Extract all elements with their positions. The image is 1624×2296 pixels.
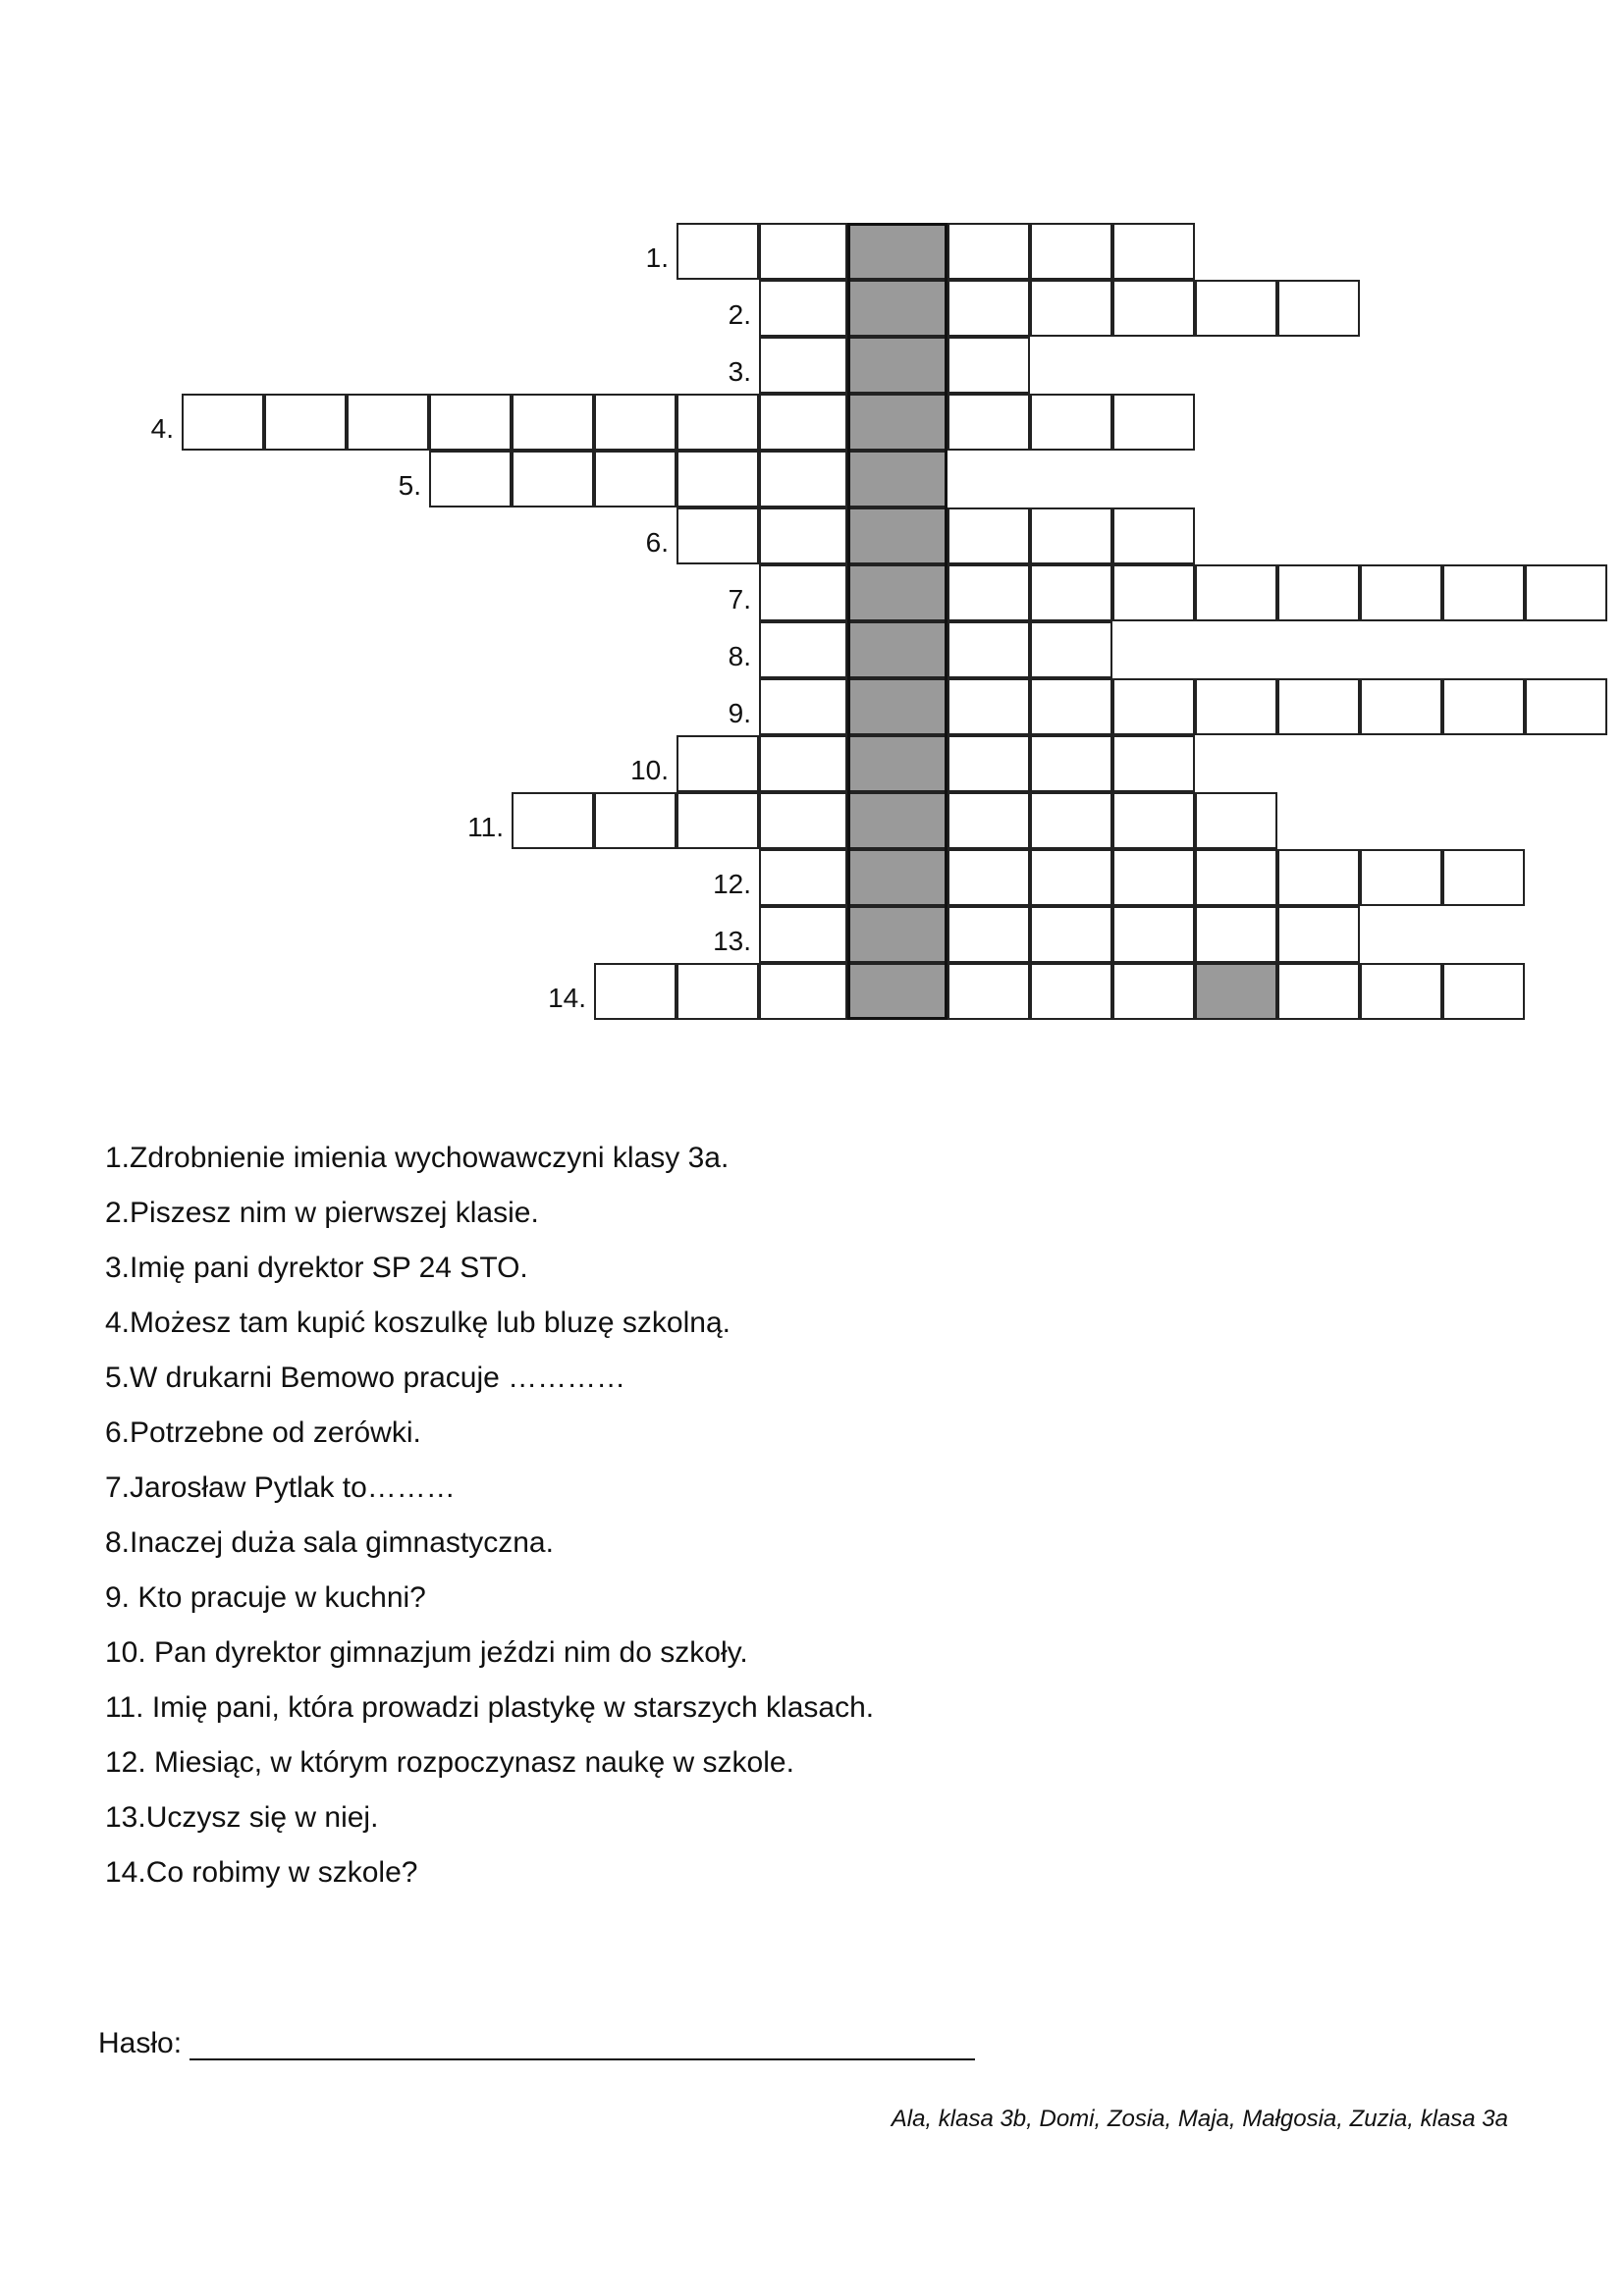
crossword-number: 14. [548,983,586,1013]
crossword-cell[interactable] [1195,792,1277,849]
crossword-cell[interactable] [1195,963,1277,1020]
crossword-cell[interactable] [847,906,947,963]
crossword-cell[interactable] [759,678,847,735]
clue-10: 10. Pan dyrektor gimnazjum jeździ nim do szkoły. [105,1636,748,1669]
crossword-cell[interactable] [759,337,847,394]
clue-8: 8.Inaczej duża sala gimnastyczna. [105,1526,554,1559]
crossword-cell[interactable] [1442,678,1525,735]
crossword-cell[interactable] [182,394,264,451]
crossword-number: 10. [630,755,669,785]
crossword-cell[interactable] [947,564,1030,621]
crossword-cell[interactable] [1112,564,1195,621]
crossword-cell[interactable] [594,394,677,451]
clue-5: 5.W drukarni Bemowo pracuje ………… [105,1362,626,1394]
crossword-cell[interactable] [847,507,947,564]
clue-2: 2.Piszesz nim w pierwszej klasie. [105,1197,539,1229]
clue-14: 14.Co robimy w szkole? [105,1856,418,1889]
crossword-cell[interactable] [1360,678,1442,735]
crossword-cell[interactable] [1277,906,1360,963]
crossword-cell[interactable] [1030,906,1112,963]
crossword-cell[interactable] [847,280,947,337]
crossword-cell[interactable] [677,963,759,1020]
crossword-cell[interactable] [759,792,847,849]
crossword-cell[interactable] [1277,564,1360,621]
clue-13: 13.Uczysz się w niej. [105,1801,379,1834]
crossword-cell[interactable] [847,394,947,451]
crossword-cell[interactable] [1195,280,1277,337]
clue-3: 3.Imię pani dyrektor SP 24 STO. [105,1252,528,1284]
crossword-cell[interactable] [1360,564,1442,621]
crossword-cell[interactable] [264,394,347,451]
crossword-cell[interactable] [847,451,947,507]
crossword-number: 3. [728,356,751,387]
crossword-cell[interactable] [1030,621,1112,678]
crossword-cell[interactable] [594,963,677,1020]
crossword-cell[interactable] [1195,678,1277,735]
crossword-cell[interactable] [594,451,677,507]
crossword-cell[interactable] [1525,564,1607,621]
crossword-cell[interactable] [947,621,1030,678]
crossword-cell[interactable] [1195,906,1277,963]
clue-list [105,1144,874,1913]
crossword-cell[interactable] [1030,280,1112,337]
crossword-cell[interactable] [1030,223,1112,280]
crossword-number: 12. [713,869,751,899]
authors-credit: Ala, klasa 3b, Domi, Zosia, Maja, Małgosia, Zuzia, klasa 3a [891,2106,1508,2132]
crossword-cell[interactable] [947,678,1030,735]
crossword-cell[interactable] [1112,223,1195,280]
crossword-cell[interactable] [947,906,1030,963]
crossword-cell[interactable] [677,394,759,451]
crossword-cell[interactable] [1442,963,1525,1020]
crossword-cell[interactable] [947,735,1030,792]
crossword-cell[interactable] [947,280,1030,337]
crossword-number: 6. [645,527,669,558]
crossword-cell[interactable] [1030,507,1112,564]
crossword-number: 1. [645,242,669,273]
clue-7: 7.Jarosław Pytlak to……… [105,1471,456,1504]
crossword-cell[interactable] [347,394,429,451]
crossword-cell[interactable] [429,451,512,507]
crossword-cell[interactable] [1442,849,1525,906]
crossword-cell[interactable] [947,394,1030,451]
crossword-number: 7. [728,584,751,614]
crossword-cell[interactable] [947,507,1030,564]
crossword-grid [0,0,1624,1080]
clue-4: 4.Możesz tam kupić koszulkę lub bluzę szkolną. [105,1307,731,1339]
password-answer-line[interactable] [189,2029,975,2060]
crossword-cell[interactable] [429,394,512,451]
crossword-cell[interactable] [677,735,759,792]
crossword-cell[interactable] [1112,792,1195,849]
crossword-cell[interactable] [1030,792,1112,849]
crossword-number: 13. [713,926,751,956]
crossword-cell[interactable] [1030,678,1112,735]
crossword-cell[interactable] [1360,963,1442,1020]
crossword-cell[interactable] [1112,678,1195,735]
crossword-cell[interactable] [677,792,759,849]
crossword-cell[interactable] [1442,564,1525,621]
crossword-cell[interactable] [1195,849,1277,906]
crossword-cell[interactable] [512,792,594,849]
crossword-cell[interactable] [759,280,847,337]
crossword-number: 2. [728,299,751,330]
crossword-cell[interactable] [1277,849,1360,906]
crossword-cell[interactable] [512,451,594,507]
crossword-number: 11. [467,812,504,842]
crossword-cell[interactable] [759,963,847,1020]
crossword-number: 5. [398,470,421,501]
crossword-cell[interactable] [1112,507,1195,564]
crossword-cell[interactable] [1112,906,1195,963]
crossword-cell[interactable] [1112,735,1195,792]
crossword-cell[interactable] [677,223,759,280]
crossword-cell[interactable] [947,792,1030,849]
clue-9: 9. Kto pracuje w kuchni? [105,1581,426,1614]
crossword-cell[interactable] [1277,280,1360,337]
crossword-number: 9. [728,698,751,728]
password-label: Hasło: [98,2027,183,2059]
crossword-cell[interactable] [759,564,847,621]
crossword-cell[interactable] [847,564,947,621]
crossword-cell[interactable] [1030,849,1112,906]
crossword-cell[interactable] [759,621,847,678]
crossword-cell[interactable] [1112,963,1195,1020]
crossword-cell[interactable] [1277,963,1360,1020]
crossword-cell[interactable] [759,906,847,963]
crossword-cell[interactable] [1030,963,1112,1020]
crossword-cell[interactable] [759,223,847,280]
crossword-cell[interactable] [847,849,947,906]
crossword-cell[interactable] [1525,678,1607,735]
crossword-cell[interactable] [759,507,847,564]
crossword-cell[interactable] [847,792,947,849]
crossword-cell[interactable] [1030,564,1112,621]
crossword-cell[interactable] [1030,394,1112,451]
crossword-cell[interactable] [594,792,677,849]
crossword-number: 8. [728,641,751,671]
crossword-cell[interactable] [1277,678,1360,735]
crossword-cell[interactable] [847,621,947,678]
crossword-cell[interactable] [947,223,1030,280]
crossword-cell[interactable] [847,678,947,735]
clue-11: 11. Imię pani, która prowadzi plastykę w starszych klasach. [105,1691,875,1724]
clue-6: 6.Potrzebne od zerówki. [105,1416,421,1449]
crossword-cell[interactable] [847,223,947,280]
crossword-cell[interactable] [759,849,847,906]
crossword-cell[interactable] [1112,849,1195,906]
crossword-cell[interactable] [677,507,759,564]
crossword-cell[interactable] [947,849,1030,906]
crossword-cell[interactable] [759,394,847,451]
crossword-cell[interactable] [847,735,947,792]
password-field [98,2027,975,2060]
crossword-cell[interactable] [1030,735,1112,792]
crossword-cell[interactable] [759,451,847,507]
crossword-cell[interactable] [947,963,1030,1020]
crossword-cell[interactable] [1112,394,1195,451]
crossword-cell[interactable] [1112,280,1195,337]
crossword-cell[interactable] [947,337,1030,394]
clue-12: 12. Miesiąc, w którym rozpoczynasz naukę w szkole. [105,1746,794,1779]
crossword-cell[interactable] [1195,564,1277,621]
crossword-cell[interactable] [512,394,594,451]
crossword-cell[interactable] [759,735,847,792]
crossword-cell[interactable] [847,337,947,394]
crossword-cell[interactable] [677,451,759,507]
crossword-cell[interactable] [1360,849,1442,906]
crossword-number: 4. [150,413,174,444]
crossword-cell[interactable] [847,963,947,1020]
clue-1: 1.Zdrobnienie imienia wychowawczyni klasy 3a. [105,1142,730,1174]
